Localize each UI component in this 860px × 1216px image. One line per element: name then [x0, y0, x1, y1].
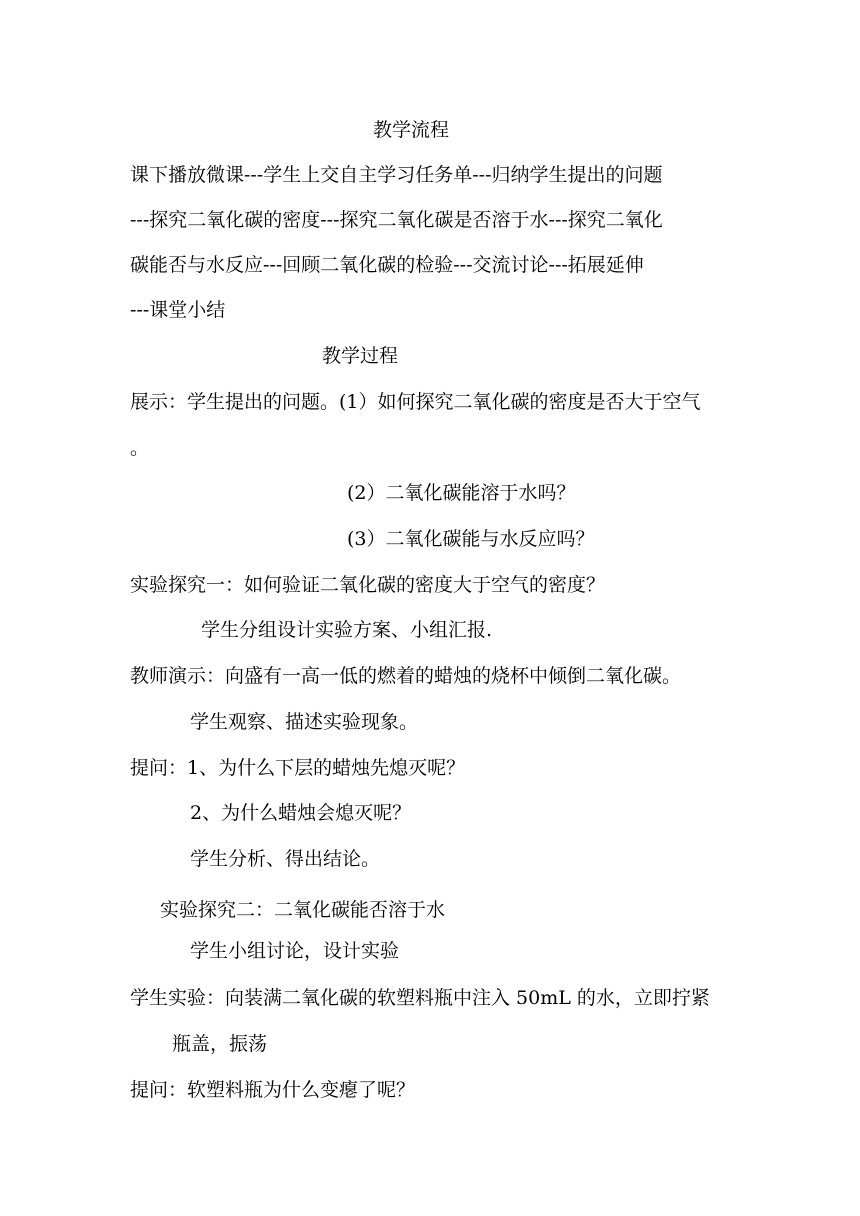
process-title: 教学过程	[322, 345, 399, 367]
student-observe: 学生观察、描述实验现象。	[190, 711, 419, 733]
student-experiment-line-2: 瓶盖，振荡	[172, 1033, 268, 1055]
flow-line-4: ---课堂小结	[130, 299, 226, 321]
question-2: (2）二氧化碳能溶于水吗？	[347, 482, 576, 504]
question-3: (3）二氧化碳能与水反应吗？	[347, 528, 595, 550]
experiment-1-title: 实验探究一：如何验证二氧化碳的密度大于空气的密度？	[130, 574, 606, 596]
experiment-2-discuss: 学生小组讨论，设计实验	[190, 940, 400, 962]
ask-3: 提问：软塑料瓶为什么变瘪了呢？	[130, 1079, 416, 1101]
show-line-1: 展示：学生提出的问题。(1）如何探究二氧化碳的密度是否大于空气	[130, 391, 701, 413]
experiment-2-title: 实验探究二：二氧化碳能否溶于水	[160, 899, 446, 921]
show-line-2: 。	[130, 437, 150, 459]
ask-2: 2、为什么蜡烛会熄灭呢？	[190, 802, 412, 824]
teacher-demo: 教师演示：向盛有一高一低的燃着的蜡烛的烧杯中倾倒二氧化碳。	[130, 665, 682, 687]
experiment-1-group: 学生分组设计实验方案、小组汇报.	[201, 619, 493, 641]
flow-line-3: 碳能否与水反应---回顾二氧化碳的检验---交流讨论---拓展延伸	[130, 254, 644, 276]
student-experiment-line-1: 学生实验：向装满二氧化碳的软塑料瓶中注入 50mL 的水，立即拧紧	[130, 987, 710, 1009]
flow-line-2: ---探究二氧化碳的密度---探究二氧化碳是否溶于水---探究二氧化	[130, 209, 663, 231]
ask-1: 提问：1、为什么下层的蜡烛先熄灭呢？	[130, 757, 466, 779]
flow-line-1: 课下播放微课---学生上交自主学习任务单---归纳学生提出的问题	[130, 164, 663, 186]
flow-title: 教学流程	[373, 119, 450, 141]
student-analyze: 学生分析、得出结论。	[190, 848, 381, 870]
